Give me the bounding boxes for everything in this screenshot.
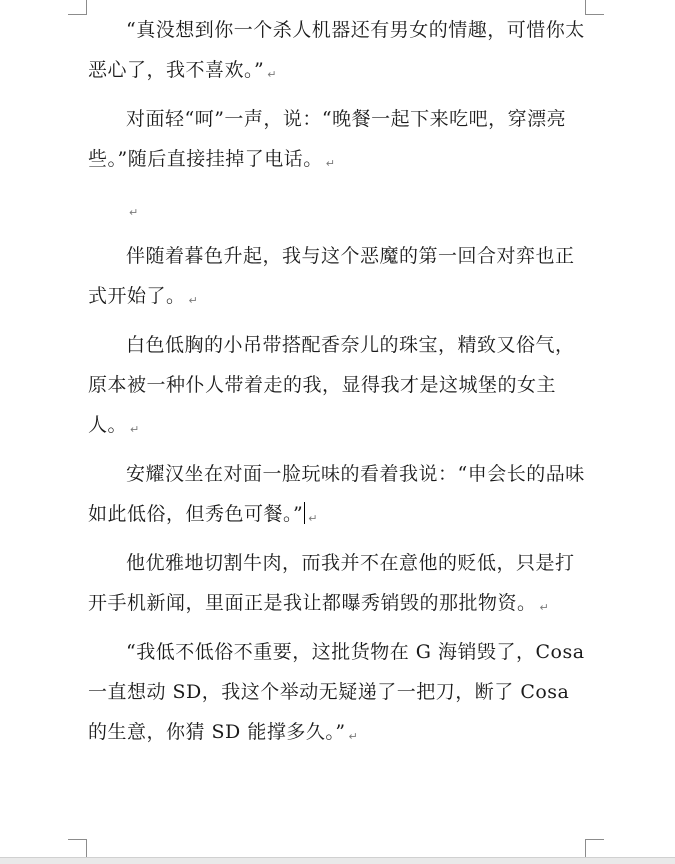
paragraph-mark-icon: ↵: [188, 294, 199, 307]
paragraph-mark-icon: ↵: [539, 601, 550, 614]
paragraph-text: 伴随着暮色升起，我与这个恶魔的第一回合对弈也正式开始了。: [88, 245, 575, 307]
paragraph-empty[interactable]: [88, 188, 588, 228]
paragraph-4[interactable]: [88, 325, 588, 450]
paragraph-mark-icon: ↵: [130, 423, 140, 436]
page-gap-strip: [0, 857, 675, 864]
crop-mark-top-left: [68, 0, 87, 15]
paragraph-mark-icon: ↵: [267, 68, 277, 81]
paragraph-text: “我低不低俗不重要，这批货物在 G 海销毁了，Cosa 一直想动 SD，我这个举动无疑递了一把刀，断了 Cosa 的生意，你猜 SD 能撑多久。”: [88, 641, 585, 743]
crop-mark-bottom-right: [585, 839, 604, 858]
paragraph-text: 对面轻“呵”一声，说：“晚餐一起下来吃吧，穿漂亮些。”随后直接挂掉了电话。: [88, 108, 567, 170]
paragraph-text: 安耀汉坐在对面一脸玩味的看着我说：“申会长的品味如此低俗，但秀色可餐。”: [88, 463, 585, 525]
paragraph-mark-icon: ↵: [308, 512, 318, 525]
document-body[interactable]: [88, 10, 588, 761]
paragraph-mark-icon: ↵: [129, 206, 139, 219]
paragraph-text: 他优雅地切割牛肉，而我并不在意他的贬低，只是打开手机新闻，里面正是我让都曝秀销毁的那批物资。: [88, 552, 575, 614]
paragraph-mark-icon: ↵: [325, 157, 336, 170]
paragraph-1[interactable]: [88, 10, 588, 95]
crop-mark-bottom-left: [68, 839, 87, 858]
paragraph-mark-icon: ↵: [348, 730, 359, 743]
paragraph-7[interactable]: [88, 632, 588, 757]
paragraph-text: “真没想到你一个杀人机器还有男女的情趣，可惜你太恶心了，我不喜欢。”: [88, 19, 585, 81]
text-cursor: [304, 502, 305, 524]
paragraph-3[interactable]: [88, 236, 588, 321]
paragraph-text: 白色低胸的小吊带搭配香奈儿的珠宝，精致又俗气，原本被一种仆人带着走的我，显得我才是这城堡的女主人。: [88, 334, 575, 436]
paragraph-6[interactable]: [88, 543, 588, 628]
paragraph-5[interactable]: [88, 454, 588, 539]
paragraph-2[interactable]: [88, 99, 588, 184]
